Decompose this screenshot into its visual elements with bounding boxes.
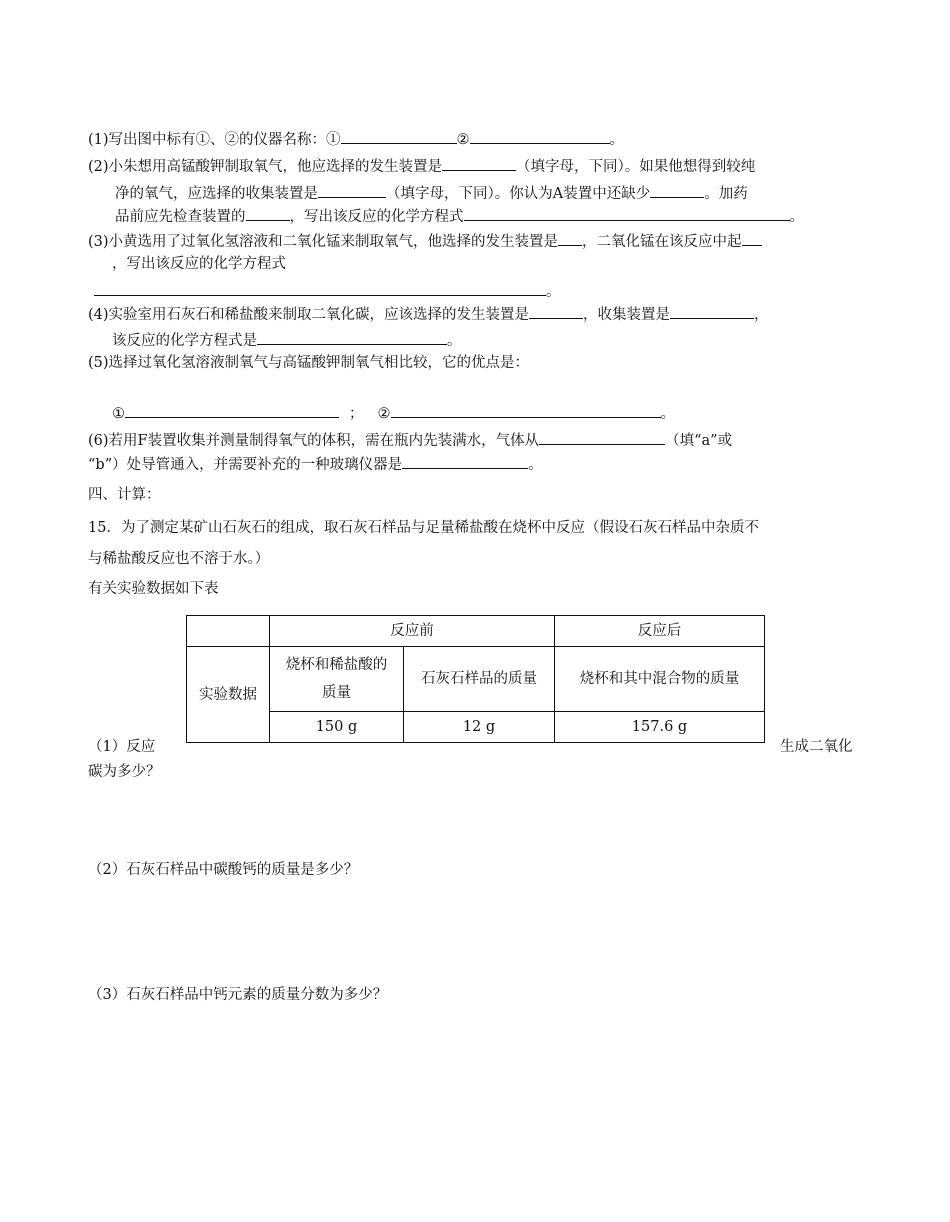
blank-missing[interactable]: [650, 182, 704, 198]
table-corner-cell: [187, 616, 270, 647]
question-5-line-1: (5)选择过氧化氢溶液制氧气与高锰酸钾制氧气相比较，它的优点是：: [88, 355, 530, 371]
question-4-line-1: (4)实验室用石灰石和稀盐酸来制取二氧化碳，应该选择的发生装置是 ，收集装置是 ，: [88, 303, 769, 325]
question-3-line-3: 。: [94, 280, 561, 302]
question-1: (1)写出图中标有①、②的仪器名称：① ② 。: [88, 128, 624, 150]
question-2-line-3: 品前应先检查装置的 ，写出该反应的化学方程式 。: [115, 205, 804, 227]
blank-equation-2[interactable]: [94, 280, 546, 296]
blank-co2-gen[interactable]: [529, 303, 583, 319]
blank-device-3[interactable]: [558, 230, 582, 246]
blank-check[interactable]: [246, 205, 290, 221]
row-label: 实验数据: [187, 647, 270, 743]
sub-question-2: （2）石灰石样品中碳酸钙的质量是多少？: [88, 862, 359, 878]
col-header-mixture-mass: 烧杯和其中混合物的质量: [555, 647, 765, 712]
question-15-line-2: 与稀盐酸反应也不溶于水。）: [88, 551, 270, 567]
question-3-line-1: (3)小黄选用了过氧化氢溶液和二氧化锰来制取氧气，他选择的发生装置是 ，二氧化锰在该反应中起: [88, 230, 762, 252]
question-15-line-1: 15．为了测定某矿山石灰石的组成，取石灰石样品与足量稀盐酸在烧杯中反应（假设石灰石样品中杂质不: [88, 520, 759, 536]
question-2-line-1: (2)小朱想用高锰酸钾制取氧气，他应选择的发生装置是 （填字母，下同）。如果他想得到较纯: [88, 155, 755, 177]
blank-role[interactable]: [742, 230, 762, 246]
col-header-beaker-acid: 烧杯和稀盐酸的 质量: [270, 647, 404, 712]
col-header-sample-mass: 石灰石样品的质量: [404, 647, 555, 712]
blank-instrument[interactable]: [402, 453, 528, 469]
question-2-line-2: 净的氧气，应选择的收集装置是 （填字母，下同）。你认为A装置中还缺少 。加药: [115, 182, 748, 204]
blank-1[interactable]: [341, 128, 457, 144]
table-intro: 有关实验数据如下表: [88, 581, 219, 597]
value-sample: 12 g: [404, 712, 555, 743]
blank-2[interactable]: [470, 128, 610, 144]
question-3-line-2: ，写出该反应的化学方程式: [112, 256, 286, 272]
sub-question-1-start: （1）反应: [88, 739, 156, 755]
blank-equation-1[interactable]: [464, 205, 790, 221]
sub-question-1-end: 生成二氧化: [780, 739, 853, 755]
header-before: 反应前: [270, 616, 555, 647]
value-mixture: 157.6 g: [555, 712, 765, 743]
sub-question-1-wrap: 碳为多少？: [88, 764, 161, 780]
blank-advantage-2[interactable]: [391, 402, 661, 418]
sub-question-3: （3）石灰石样品中钙元素的质量分数为多少？: [88, 987, 388, 1003]
header-after: 反应后: [555, 616, 765, 647]
value-beaker-acid: 150 g: [270, 712, 404, 743]
question-6-line-2: “b”）处导管通入，并需要补充的一种玻璃仪器是 。: [88, 453, 543, 475]
question-6-line-1: (6)若用F装置收集并测量制得氧气的体积，需在瓶内先装满水，气体从 （填“a”或: [88, 429, 732, 451]
blank-advantage-1[interactable]: [125, 402, 339, 418]
blank-co2-collect[interactable]: [670, 303, 754, 319]
question-5-line-2: ① ； ② 。: [112, 402, 675, 424]
blank-equation-3[interactable]: [257, 329, 447, 345]
data-table: [186, 615, 765, 743]
blank-inlet[interactable]: [539, 429, 665, 445]
section-heading: 四、计算：: [88, 487, 161, 503]
question-4-line-2: 该反应的化学方程式是 。: [112, 329, 462, 351]
circle-2-label: ②: [456, 132, 470, 148]
question-1-text: (1)写出图中标有①、②的仪器名称：①: [88, 132, 341, 148]
blank-gen-device[interactable]: [442, 155, 516, 171]
blank-collect-device[interactable]: [318, 182, 386, 198]
